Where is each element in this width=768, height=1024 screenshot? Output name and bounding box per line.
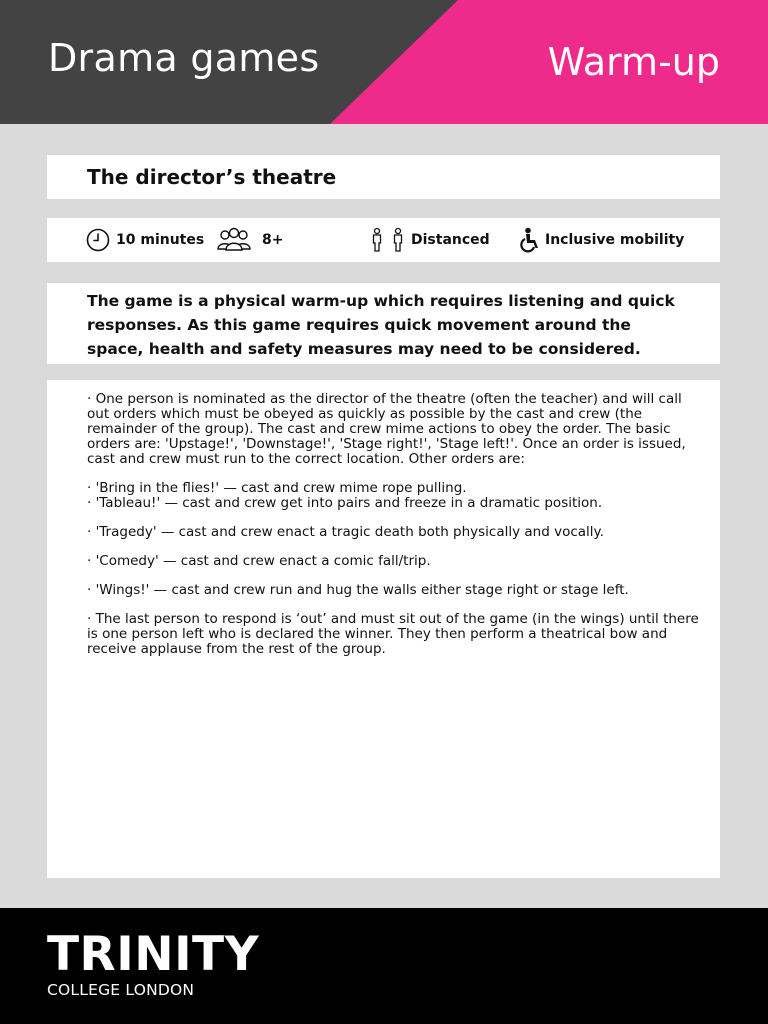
mobility-label: Inclusive mobility: [545, 232, 685, 248]
category-label: Warm-up: [547, 40, 720, 84]
group-size-info: [216, 218, 283, 262]
instruction-paragraph: · 'Tableau!' — cast and crew get into pairs and freeze in a dramatic position.: [87, 495, 603, 511]
clock-icon: [86, 228, 110, 252]
instruction-paragraph: · 'Comedy' — cast and crew enact a comic fall/trip.: [87, 553, 431, 569]
instruction-paragraph: · The last person to respond is ‘out’ and must sit out of the game (in the wings) until there is one person left who is declared the winner. They then perform a theatrical bow and receive applause from the rest of the group.: [87, 611, 699, 657]
intro-card: [47, 283, 720, 364]
section-title: Drama games: [48, 36, 320, 80]
page-footer: [0, 908, 768, 1024]
intro-text: The game is a physical warm-up which requires listening and quick responses. As this game requires quick movement around the space, health and safety measures may need to be considered.: [87, 292, 675, 358]
instructions-text: [87, 392, 699, 657]
group-size-label: 8+: [262, 232, 284, 248]
group-icon: [216, 227, 252, 253]
logo-wordmark: TRINITY: [47, 927, 260, 982]
page-header: [0, 0, 768, 124]
instruction-paragraph: · 'Tragedy' — cast and crew enact a tragic death both physically and vocally.: [87, 524, 604, 540]
distancing-label: Distanced: [411, 232, 490, 248]
instructions-card: [47, 380, 720, 878]
distancing-info: [370, 218, 490, 262]
instruction-paragraph: · 'Bring in the flies!' — cast and crew mime rope pulling.: [87, 480, 467, 496]
game-title: The director’s theatre: [87, 165, 337, 189]
logo-subtitle: COLLEGE LONDON: [47, 981, 195, 999]
distanced-people-icon: [370, 227, 406, 253]
wheelchair-icon: [519, 227, 543, 253]
info-bar: [47, 218, 720, 262]
trinity-logo: [47, 927, 260, 999]
title-card: [47, 155, 720, 199]
instruction-paragraph: · One person is nominated as the director of the theatre (often the teacher) and will call out orders which must be obeyed as quickly as possible by the cast and crew (the remainder of the group). The cast and crew mime actions to obey the order. The basic orders are: 'Upstage!', 'Downstage!', 'Stage right!', 'Stage left!'. Once an order is issued, cast and crew must run to the correct location. Other orders are:: [87, 391, 686, 467]
instruction-paragraph: · 'Wings!' — cast and crew run and hug the walls either stage right or stage left.: [87, 582, 629, 598]
mobility-info: [519, 218, 684, 262]
duration-label: 10 minutes: [116, 232, 205, 248]
duration-info: [86, 218, 204, 262]
